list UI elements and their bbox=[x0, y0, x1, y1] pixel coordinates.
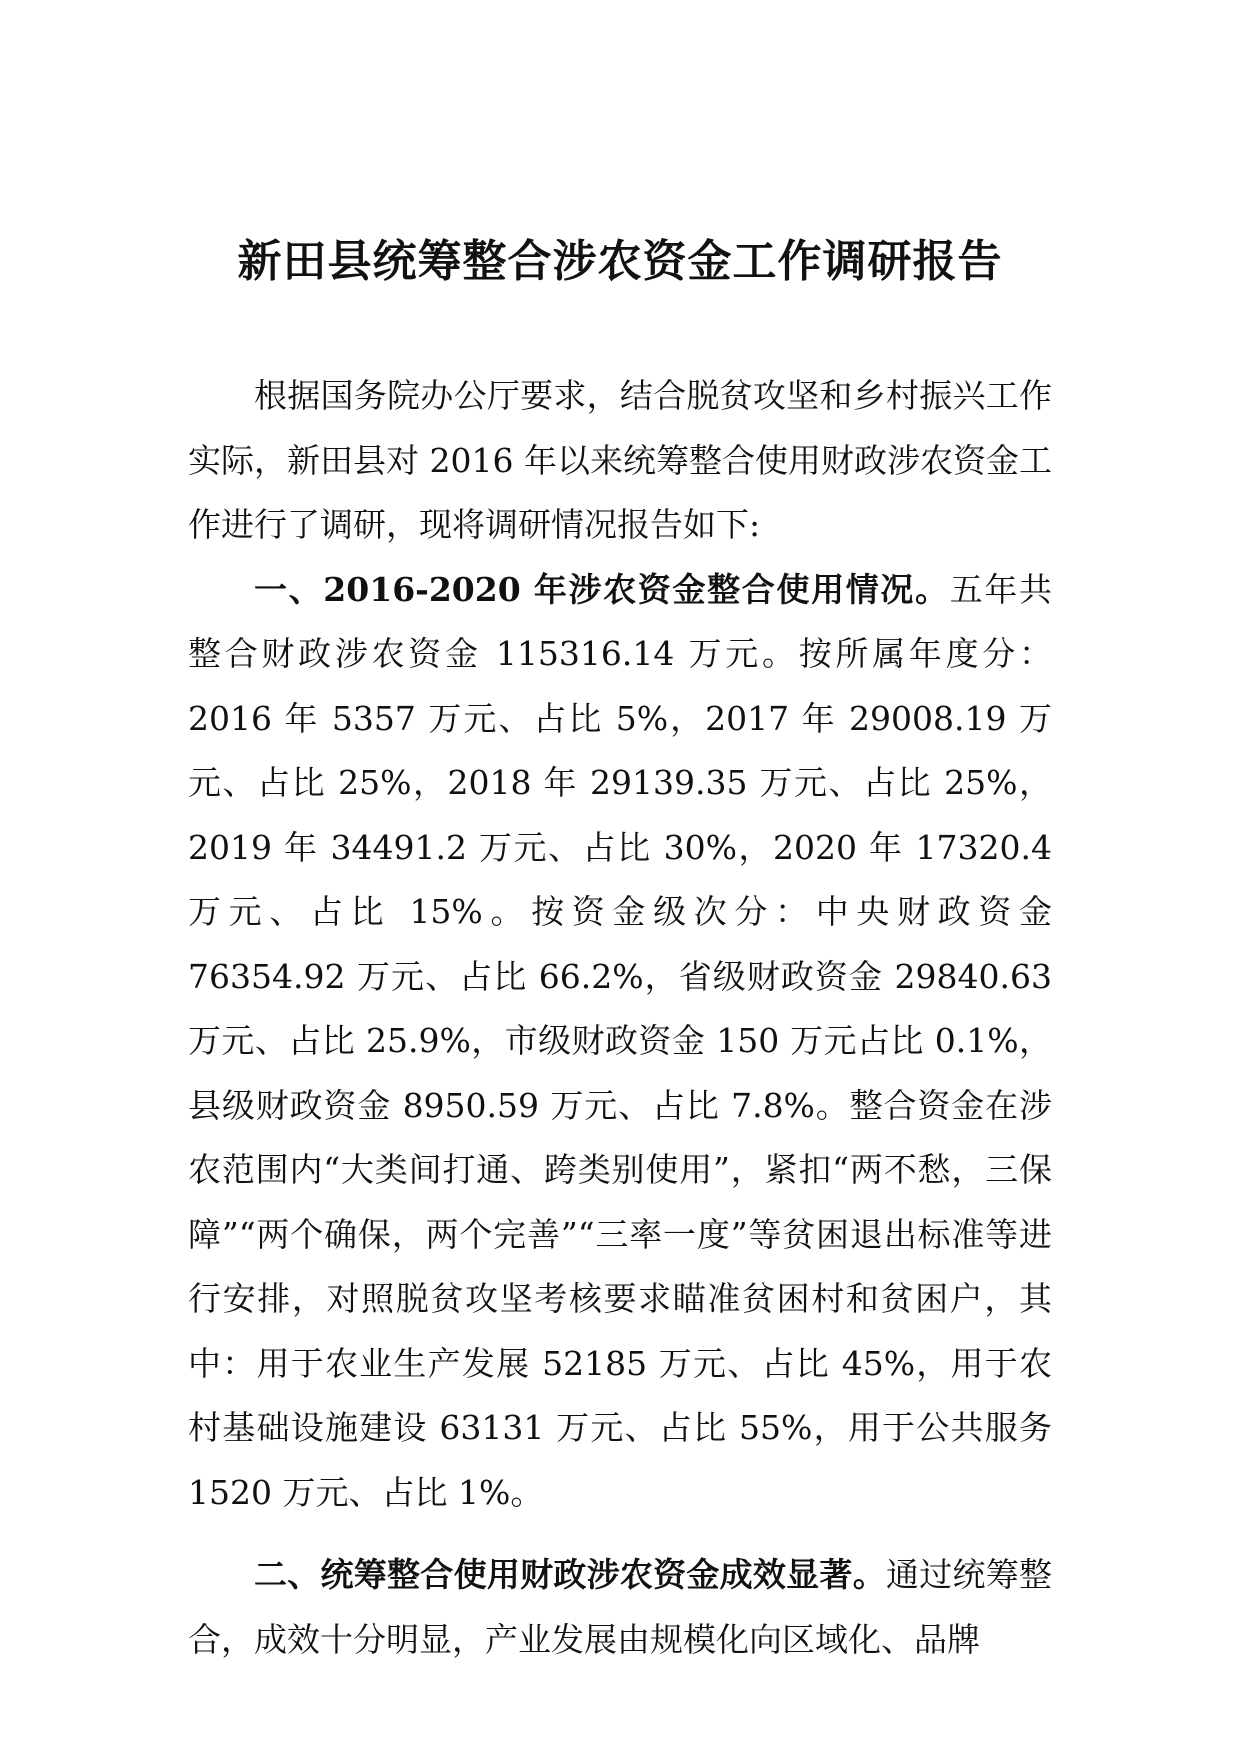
paragraph-section-1 bbox=[188, 558, 1052, 1526]
paragraph-intro-text: 根据国务院办公厅要求，结合脱贫攻坚和乡村振兴工作实际，新田县对 2016 年以来统筹整合使用财政涉农资金工作进行了调研，现将调研情况报告如下: bbox=[188, 376, 1052, 544]
paragraph-spacer bbox=[188, 1525, 1052, 1543]
document-body bbox=[188, 364, 1052, 1672]
paragraph-section-2 bbox=[188, 1543, 1052, 1672]
paragraph-intro bbox=[188, 364, 1052, 558]
section-2-text: 通过统筹整合，成效十分明显，产业发展由规模化向区域化、品牌 bbox=[188, 1555, 1053, 1659]
section-1-text: 五年共整合财政涉农资金 115316.14 万元。按所属年度分：2016 年 5357 万元、占比 5%，2017 年 29008.19 万元、占比 25%，2018 年 29139.35 万元、占比 25%，2019 年 34491.2 万元、占比 30%，2020 年 17320.4 万元、占比 15%。按资金级次分：中央财政资金 76354.92 万元、占比 66.2%，省级财政资金 29840.63 万元、占比 25.9%，市级财政资金 150 万元占比 0.1%，县级财政资金 8950.59 万元、占比 7.8%。整合资金在涉农范围内“大类间打通、跨类别使用”，紧扣“两不愁，三保障”“两个确保，两个完善”“三率一度”等贫困退出标准等进行安排，对照脱贫攻坚考核要求瞄准贫困村和贫困户，其中：用于农业生产发展 52185 万元、占比 45%，用于农村基础设施建设 63131 万元、占比 55%，用于公共服务 1520 万元、占比 1%。 bbox=[188, 569, 1052, 1512]
section-2-heading: 二、统筹整合使用财政涉农资金成效显著。 bbox=[254, 1555, 886, 1594]
document-title: 新田县统筹整合涉农资金工作调研报告 bbox=[237, 236, 1003, 287]
section-1-heading: 一、2016-2020 年涉农资金整合使用情况。 bbox=[254, 569, 950, 609]
